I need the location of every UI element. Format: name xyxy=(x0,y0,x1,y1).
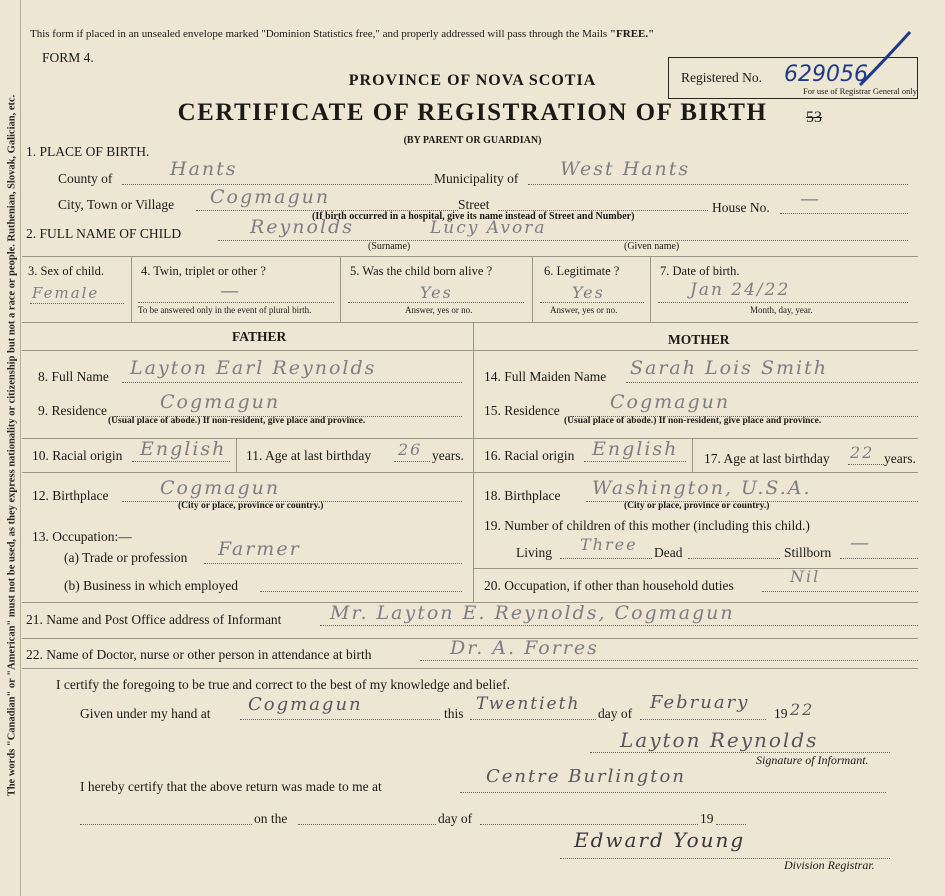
mother-name-line xyxy=(626,382,918,383)
registrar-year-prefix: 19 xyxy=(700,811,714,826)
father-birthplace-label: 12. Birthplace xyxy=(32,488,109,503)
father-heading: FATHER xyxy=(232,329,287,344)
dayof-label: day of xyxy=(598,706,633,721)
form-number: FORM 4. xyxy=(42,50,94,65)
trade-line xyxy=(204,563,462,564)
living-label: Living xyxy=(516,545,552,560)
certify-statement: I certify the foregoing to be true and correct to the best of my knowledge and belief. xyxy=(56,677,510,692)
mother-age-label: 17. Age at last birthday xyxy=(704,451,830,466)
legitimate-note: Answer, yes or no. xyxy=(550,305,618,315)
twin-line xyxy=(138,302,334,303)
mother-residence-label: 15. Residence xyxy=(484,403,560,418)
father-racial-value[interactable]: English xyxy=(140,438,227,460)
stillborn-label: Stillborn xyxy=(784,545,832,560)
mother-racial-label: 16. Racial origin xyxy=(484,448,575,463)
child-name-line xyxy=(218,240,908,241)
sex-value[interactable]: Female xyxy=(32,284,100,302)
registrar-month-line xyxy=(480,824,698,825)
given-caption: (Given name) xyxy=(624,241,680,252)
mother-heading: MOTHER xyxy=(668,332,730,347)
father-name-label: 8. Full Name xyxy=(38,369,109,384)
divider xyxy=(22,668,918,669)
father-years: years. xyxy=(432,448,464,463)
twin-value[interactable]: — xyxy=(220,280,241,302)
mother-name-label: 14. Full Maiden Name xyxy=(484,369,607,384)
divider xyxy=(473,472,918,473)
father-racial-line xyxy=(132,461,230,462)
mother-racial-value[interactable]: English xyxy=(592,438,679,460)
given-place-line xyxy=(240,719,440,720)
divider xyxy=(532,256,533,322)
municipality-label: Municipality of xyxy=(434,171,519,186)
month-line xyxy=(640,719,766,720)
this-label: this xyxy=(444,706,464,721)
registrar-year-line xyxy=(716,824,746,825)
checkmark-icon xyxy=(855,30,915,90)
divider xyxy=(236,438,237,472)
divider xyxy=(650,256,651,322)
legitimate-label: 6. Legitimate ? xyxy=(544,264,620,278)
dead-label: Dead xyxy=(654,545,683,560)
doctor-line xyxy=(420,660,918,661)
street-label: Street xyxy=(458,197,490,212)
registered-label: Registered No. xyxy=(681,70,762,85)
trade-label: (a) Trade or profession xyxy=(64,550,188,565)
twin-label: 4. Twin, triplet or other ? xyxy=(141,264,266,278)
mother-occupation-label: 20. Occupation, if other than household duties xyxy=(484,578,734,593)
divider xyxy=(22,472,473,473)
mother-years: years. xyxy=(884,451,916,466)
occupation-label: 13. Occupation:— xyxy=(32,529,132,544)
living-value[interactable]: Three xyxy=(580,535,638,554)
municipality-value[interactable]: West Hants xyxy=(560,158,691,180)
mother-occupation-value[interactable]: Nil xyxy=(790,567,821,586)
stillborn-value[interactable]: — xyxy=(850,532,871,554)
mother-occupation-line xyxy=(762,591,918,592)
city-label: City, Town or Village xyxy=(58,197,175,212)
divider xyxy=(131,256,132,322)
twin-note: To be answered only in the event of plural birth. xyxy=(138,305,312,315)
father-residence-label: 9. Residence xyxy=(38,403,107,418)
registrar-dayof-label: day of xyxy=(438,811,473,826)
divider xyxy=(22,256,918,257)
mother-birthplace-value[interactable]: Washington, U.S.A. xyxy=(592,477,812,499)
day-value[interactable]: Twentieth xyxy=(476,694,581,714)
divider xyxy=(473,438,918,439)
father-residence-value[interactable]: Cogmagun xyxy=(160,391,281,413)
child-surname[interactable]: Reynolds xyxy=(250,216,354,238)
subtitle: (BY PARENT OR GUARDIAN) xyxy=(403,135,542,146)
mother-racial-line xyxy=(584,461,686,462)
informant-line xyxy=(320,625,918,626)
margin-note: The words "Canadian" or "American" must not be used, as they express nationality or citizenship but not a race or people. Ruthenian, Slovak, Galician, etc. xyxy=(6,94,18,797)
date-line xyxy=(658,302,908,303)
mother-age-line xyxy=(848,464,884,465)
county-line xyxy=(122,184,432,185)
informant-signature[interactable]: Layton Reynolds xyxy=(620,728,819,752)
registrar-day-line xyxy=(298,824,436,825)
doctor-label: 22. Name of Doctor, nurse or other person in attendance at birth xyxy=(26,647,372,662)
house-value[interactable]: — xyxy=(800,188,821,210)
registrar-caption: Division Registrar. xyxy=(784,858,875,872)
mother-birthplace-note: (City or place, province or country.) xyxy=(624,501,770,511)
county-value[interactable]: Hants xyxy=(170,158,238,180)
father-age-label: 11. Age at last birthday xyxy=(246,448,372,463)
living-line xyxy=(560,558,652,559)
father-residence-note: (Usual place of abode.) If non-resident, give place and province. xyxy=(108,416,366,426)
given-place-value[interactable]: Cogmagun xyxy=(248,694,363,715)
stillborn-line xyxy=(840,558,918,559)
hospital-note: (If birth occurred in a hospital, give its name instead of Street and Number) xyxy=(312,211,635,222)
business-label: (b) Business in which employed xyxy=(64,578,238,593)
father-birthplace-note: (City or place, province or country.) xyxy=(178,501,324,511)
father-age-line xyxy=(394,461,430,462)
mother-residence-note: (Usual place of abode.) If non-resident, give place and province. xyxy=(564,416,822,426)
informant-signature-caption: Signature of Informant. xyxy=(756,753,869,767)
father-name-value[interactable]: Layton Earl Reynolds xyxy=(130,357,377,379)
father-name-line xyxy=(122,382,462,383)
registrar-signature[interactable]: Edward Young xyxy=(574,828,746,852)
mother-age-value[interactable]: 22 xyxy=(850,443,875,462)
month-value[interactable]: February xyxy=(650,692,750,713)
mother-name-value[interactable]: Sarah Lois Smith xyxy=(630,357,828,379)
children-count-label: 19. Number of children of this mother (including this child.) xyxy=(484,518,810,533)
given-under-label: Given under my hand at xyxy=(80,706,211,721)
sex-line xyxy=(30,303,124,304)
trade-value[interactable]: Farmer xyxy=(218,538,301,560)
divider xyxy=(473,568,918,569)
business-line xyxy=(260,591,462,592)
divider xyxy=(340,256,341,322)
divider xyxy=(22,350,918,351)
divider xyxy=(692,438,693,472)
child-given-name[interactable]: Lucy Avora xyxy=(430,218,547,238)
postal-note: This form if placed in an unsealed envelope marked "Dominion Statistics free," and properly addressed will pass through the Mails "FREE." xyxy=(30,28,655,40)
house-label: House No. xyxy=(712,200,770,215)
column-divider xyxy=(473,322,474,602)
return-place-line xyxy=(460,792,886,793)
page-title: CERTIFICATE OF REGISTRATION OF BIRTH xyxy=(177,99,768,126)
divider xyxy=(22,322,918,323)
sex-label: 3. Sex of child. xyxy=(28,264,105,278)
surname-caption: (Surname) xyxy=(368,241,411,252)
father-age-value[interactable]: 26 xyxy=(398,440,423,459)
divider xyxy=(22,438,473,439)
day-line xyxy=(470,719,596,720)
alive-note: Answer, yes or no. xyxy=(405,305,473,315)
year-value[interactable]: 22 xyxy=(790,700,815,719)
city-value[interactable]: Cogmagun xyxy=(210,186,331,208)
dead-line xyxy=(688,558,780,559)
municipality-line xyxy=(528,184,908,185)
alive-label: 5. Was the child born alive ? xyxy=(350,264,493,278)
house-line xyxy=(780,213,908,214)
date-note: Month, day, year. xyxy=(750,305,813,315)
registered-number: 629056 xyxy=(784,62,868,87)
province-title: PROVINCE OF NOVA SCOTIA xyxy=(348,72,597,89)
date-of-birth-label: 7. Date of birth. xyxy=(660,264,740,278)
county-label: County of xyxy=(58,171,113,186)
alive-value[interactable]: Yes xyxy=(420,283,453,302)
on-the-label: on the xyxy=(254,811,288,826)
legitimate-value[interactable]: Yes xyxy=(572,283,605,302)
father-racial-label: 10. Racial origin xyxy=(32,448,123,463)
registrar-use-note: For use of Registrar General only. xyxy=(803,86,919,96)
doctor-value[interactable]: Dr. A. Forres xyxy=(450,637,599,659)
child-name-label: 2. FULL NAME OF CHILD xyxy=(26,226,182,241)
on-the-lead-line xyxy=(80,824,252,825)
mother-birthplace-label: 18. Birthplace xyxy=(484,488,561,503)
legitimate-line xyxy=(540,302,644,303)
father-birthplace-value[interactable]: Cogmagun xyxy=(160,477,281,499)
return-place-value[interactable]: Centre Burlington xyxy=(486,766,686,787)
alive-line xyxy=(348,302,524,303)
year-prefix: 19 xyxy=(774,706,788,721)
place-of-birth-label: 1. PLACE OF BIRTH. xyxy=(26,144,150,159)
informant-label: 21. Name and Post Office address of Informant xyxy=(26,612,282,627)
return-label: I hereby certify that the above return was made to me at xyxy=(80,779,382,794)
informant-value[interactable]: Mr. Layton E. Reynolds, Cogmagun xyxy=(330,602,735,624)
date-of-birth-value[interactable]: Jan 24/22 xyxy=(690,280,791,300)
mother-residence-value[interactable]: Cogmagun xyxy=(610,391,731,413)
stamp-mark: 53 xyxy=(806,109,822,126)
